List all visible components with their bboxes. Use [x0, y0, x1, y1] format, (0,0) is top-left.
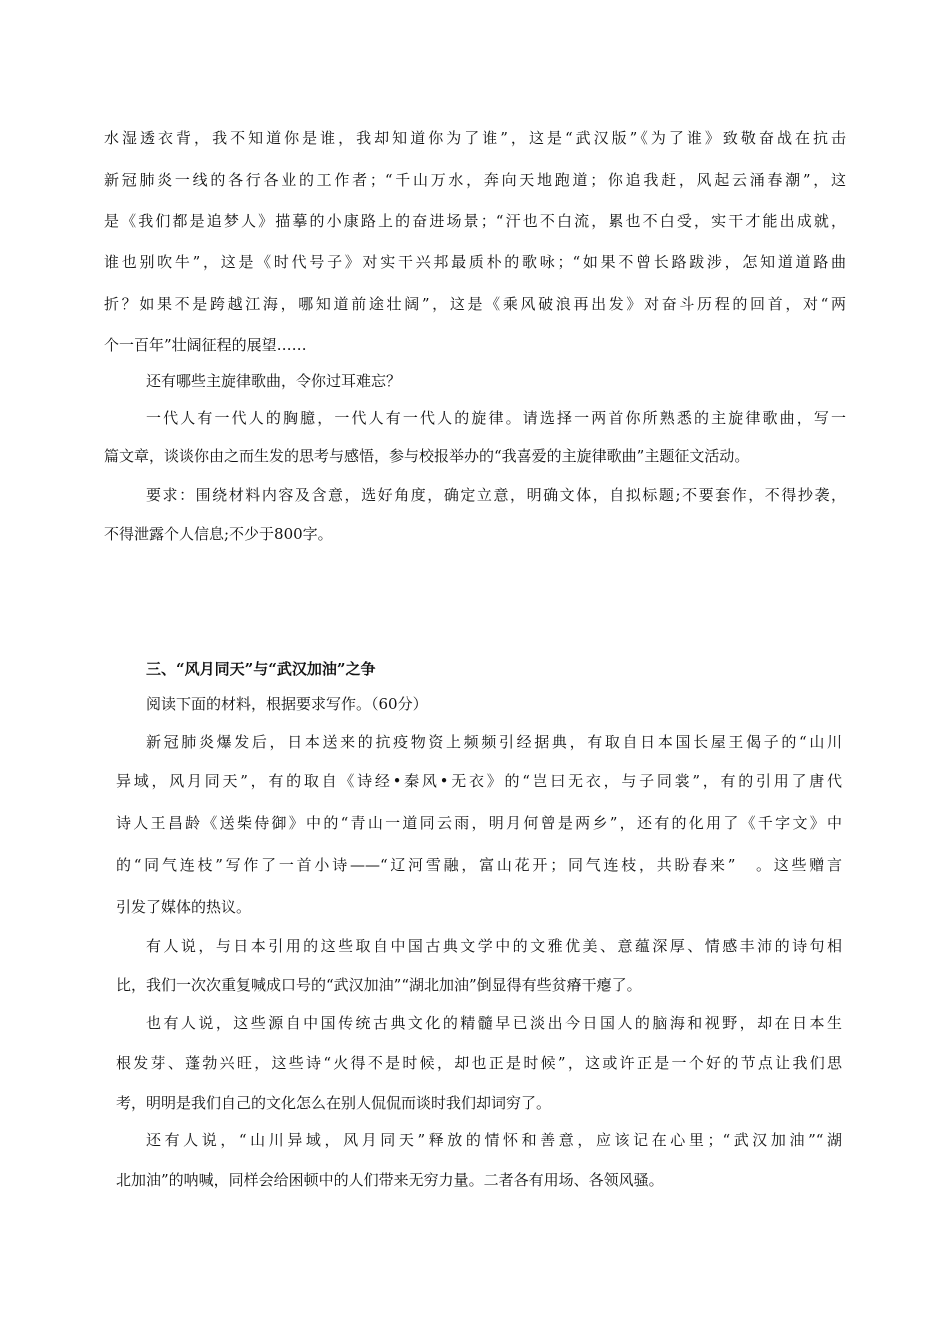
paragraph-line: 新冠肺炎一线的各行各业的工作者；“千山万水，奔向天地跑道；你追我赶，风起云涌春潮”，这 — [104, 171, 846, 189]
paragraph-line: 北加油”的呐喊，同样会给困顿中的人们带来无穷力量。二者各有用场、各领风骚。 — [116, 1171, 664, 1189]
paragraph-line: 引发了媒体的热议。 — [116, 898, 252, 916]
section-heading: 三、“风月同天”与“武汉加油”之争 — [146, 660, 376, 678]
paragraph-line: 有人说，与日本引用的这些取自中国古典文学中的文雅优美、意蕴深厚、情感丰沛的诗句相 — [146, 937, 842, 955]
paragraph-line: 折？如果不是跨越江海，哪知道前途壮阔”，这是《乘风破浪再出发》对奋斗历程的回首，对“两 — [104, 295, 846, 313]
paragraph-line: 根发芽、蓬勃兴旺，这些诗“火得不是时候，却也正是时候”，这或许正是一个好的节点让我们思 — [116, 1054, 842, 1072]
requirement-line: 要求：围绕材料内容及含意，选好角度，确定立意，明确文体，自拟标题;不要套作，不得抄袭， — [146, 486, 846, 504]
paragraph-line: 的“同气连枝”写作了一首小诗——“辽河雪融，富山花开；同气连枝，共盼春来” 。这些赠言 — [116, 856, 842, 874]
instruction-line: 阅读下面的材料，根据要求写作。（60分） — [146, 695, 428, 713]
paragraph-line: 个一百年”壮阔征程的展望…… — [104, 336, 307, 354]
requirement-line: 不得泄露个人信息;不少于800字。 — [104, 525, 333, 543]
task-line: 一代人有一代人的胸臆，一代人有一代人的旋律。请选择一两首你所熟悉的主旋律歌曲，写一 — [146, 409, 846, 427]
paragraph-line: 诗人王昌龄《送柴侍御》中的“青山一道同云雨，明月何曾是两乡”，还有的化用了《千字文》中 — [116, 814, 842, 832]
question-line: 还有哪些主旋律歌曲，令你过耳难忘？ — [146, 372, 402, 390]
paragraph-line: 新冠肺炎爆发后，日本送来的抗疫物资上频频引经据典，有取自日本国长屋王偈子的“山川 — [146, 733, 842, 751]
paragraph-line: 谁也别吹牛”，这是《时代号子》对实干兴邦最质朴的歌咏；“如果不曾长路跋涉，怎知道道路曲 — [104, 253, 846, 271]
paragraph-line: 还有人说，“山川异域，风月同天”释放的情怀和善意，应该记在心里；“武汉加油”“湖 — [146, 1131, 842, 1149]
paragraph-line: 比，我们一次次重复喊成口号的“武汉加油”“湖北加油”倒显得有些贫瘠干瘪了。 — [116, 976, 642, 994]
task-line: 篇文章，谈谈你由之而生发的思考与感悟，参与校报举办的“我喜爱的主旋律歌曲”主题征文活动。 — [104, 447, 750, 465]
paragraph-line: 也有人说，这些源自中国传统古典文化的精髓早已淡出今日国人的脑海和视野，却在日本生 — [146, 1014, 842, 1032]
paragraph-line: 是《我们都是追梦人》描摹的小康路上的奋进场景；“汗也不白流，累也不白受，实干才能出成就， — [104, 212, 846, 230]
paragraph-line: 考，明明是我们自己的文化怎么在别人侃侃而谈时我们却词穷了。 — [116, 1094, 552, 1112]
paragraph-line: 水湿透衣背，我不知道你是谁，我却知道你为了谁”，这是“武汉版”《为了谁》致敬奋战在抗击 — [104, 129, 846, 147]
paragraph-line: 异域，风月同天”，有的取自《诗经•秦风•无衣》的“岂曰无衣，与子同裳”，有的引用了唐代 — [116, 772, 842, 790]
